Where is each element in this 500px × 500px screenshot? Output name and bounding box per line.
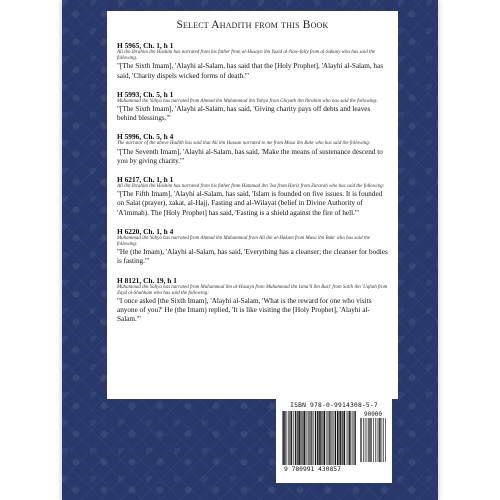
- panel-title: Select Ahadith from this Book: [176, 19, 329, 31]
- hadith-entry: [117, 90, 388, 124]
- hadith-reference: H 5993, Ch. 5, h 1: [117, 89, 174, 99]
- barcode-bar: [315, 411, 316, 465]
- isbn-barcode-block: [276, 397, 392, 483]
- barcode-bar: [337, 411, 338, 465]
- barcode-bar: [324, 411, 325, 465]
- addon-bars: [360, 418, 386, 462]
- hadith-entry: [117, 276, 388, 325]
- barcode-bar: [284, 411, 285, 465]
- barcode-bar: [304, 411, 305, 465]
- ahadith-panel: [107, 11, 398, 399]
- narrator-chain: The narrator of the above Hadith has said that Ali ibn Hassan narrated to me from Musa ibn Bakr who has said the following:: [117, 141, 371, 147]
- hadith-reference: H 5965, Ch. 1, h 1: [117, 41, 174, 50]
- hadith-entry: [117, 175, 388, 218]
- barcode-bar: [380, 418, 381, 462]
- barcode-bar: [368, 418, 369, 462]
- hadith-text: "[The Seventh Imam], 'Alayhi al-Salam, has said, 'Make the means of sustenance descend to you by giving charity.'": [117, 147, 383, 165]
- barcode-bar: [371, 418, 372, 462]
- hadith-entry: [117, 132, 388, 166]
- barcode-bar: [297, 411, 298, 465]
- barcode-bar: [377, 418, 378, 462]
- barcode-bars: [282, 411, 357, 465]
- barcode-bar: [309, 411, 310, 465]
- barcode-bar: [375, 418, 376, 462]
- isbn-label: ISBN 978-0-9914308-5-7: [290, 402, 378, 409]
- barcode-bar: [340, 411, 341, 465]
- barcode-bar: [344, 411, 345, 465]
- addon-digits: 90000: [363, 411, 383, 418]
- barcode-bar: [383, 418, 384, 462]
- narrator-chain: Ali ibn Ibrahim ibn Hashim has narrated from his father from Hammad ibn 'Isa from Hariz from Zurarah who has said the following:: [117, 184, 385, 190]
- hadith-text: "He (the Imam), 'Alayhi al-Salam, has said, 'Everything has a cleanser; the cleanser for bodies is fasting.'": [117, 248, 388, 266]
- narrator-chain: Muhammad ibn Yahya has narrated from Ahmad ibn Muhammad ibn Yahya from Ghiyath ibn Ibrahim who has said the following:: [117, 98, 378, 104]
- barcode-bar: [320, 411, 321, 465]
- barcode-digits: 9 780991 430857: [284, 466, 341, 473]
- hadith-entry: [117, 227, 388, 267]
- barcode-bar: [361, 418, 362, 462]
- hadith-text: "[The Sixth Imam], 'Alayhi al-Salam, has said that the [Holy Prophet], 'Alayhi al-Salam, has said, 'Charity dispels wicked forms of death.'": [117, 62, 384, 80]
- narrator-chain: Ali ibn Ibrahim ibn Hashim has narrated from his father from al-Husayn ibn Yazid al-Naw-fally from al-Sakuny who has said the following.: [117, 50, 376, 62]
- barcode-bar: [360, 418, 361, 462]
- barcode-bar: [350, 411, 351, 465]
- narrator-chain: Muhammad ibn Yahya has narrated from Muhammad ibn al-Husayn from Muhammad ibn Isma'il ibn Bazi' from Salih ibn 'Uqbah from Zayd al-Shahham who has said the following:: [117, 284, 388, 296]
- barcode-bar: [349, 411, 350, 465]
- barcode-bar: [339, 411, 340, 465]
- hadith-reference: H 5996, Ch. 5, h 4: [117, 132, 174, 142]
- barcode-bar: [295, 411, 296, 465]
- barcode-bar: [382, 418, 383, 462]
- barcode-bar: [385, 418, 386, 462]
- barcode-bar: [363, 418, 364, 462]
- barcode-bar: [342, 411, 343, 465]
- hadith-reference: H 6220, Ch. 1, h 4: [117, 226, 174, 236]
- price-addon: [360, 411, 386, 465]
- barcode-bar: [373, 418, 374, 462]
- barcode-bar: [335, 411, 336, 465]
- barcode-bar: [317, 411, 318, 465]
- barcode-bar: [323, 411, 324, 465]
- hadith-entry: [117, 41, 388, 81]
- barcode-bar: [367, 418, 368, 462]
- hadith-reference: H 6217, Ch. 1, h 1: [117, 175, 174, 185]
- barcode-bar: [329, 411, 330, 465]
- barcode-bar: [311, 411, 312, 465]
- barcode-bar: [331, 411, 332, 465]
- hadith-text: "[The Sixth Imam], 'Alayhi al-Salam, has said, 'Giving charity pays off debts and leaves behind blessings.'": [117, 105, 371, 123]
- barcode-bar: [365, 418, 366, 462]
- narrator-chain: Muhammad ibn Yahya has narrated from Ahmad ibn Muhammad from Ali ibn al-Hakam from Musa ibn Bakr who has said the following:: [117, 235, 370, 248]
- barcode-bar: [299, 411, 300, 465]
- barcode-bar: [303, 411, 304, 465]
- barcode-bar: [291, 411, 292, 465]
- barcode-bar: [283, 411, 284, 465]
- barcode-bar: [290, 411, 291, 465]
- hadith-reference: H 8121, Ch. 19, h 1: [117, 275, 177, 285]
- barcode-bar: [300, 411, 301, 465]
- hadith-text: "[The Fifth Imam], 'Alayhi al-Salam, has said, 'Islam is founded on five issues. It is founded on Salat (prayer), zakat, al-Hajj, Fasting and al-Wilayat (belief in Divine Authority of 'A'immah). The [Holy Prophet] has said, 'Fasting is a shield against the fire of hell.'": [117, 190, 383, 217]
- hadith-text: "I once asked [the Sixth Imam], 'Alayhi al-Salam, 'What is the reward for one who visits anyone of you?' He (the Imam) replied, 'It is like visiting the [Holy Prophet], 'Alayhi al-Salam.'": [117, 297, 372, 324]
- barcode-bar: [319, 411, 320, 465]
- barcode-bar: [379, 418, 380, 462]
- barcode-bar: [354, 411, 355, 465]
- barcode-bar: [370, 418, 371, 462]
